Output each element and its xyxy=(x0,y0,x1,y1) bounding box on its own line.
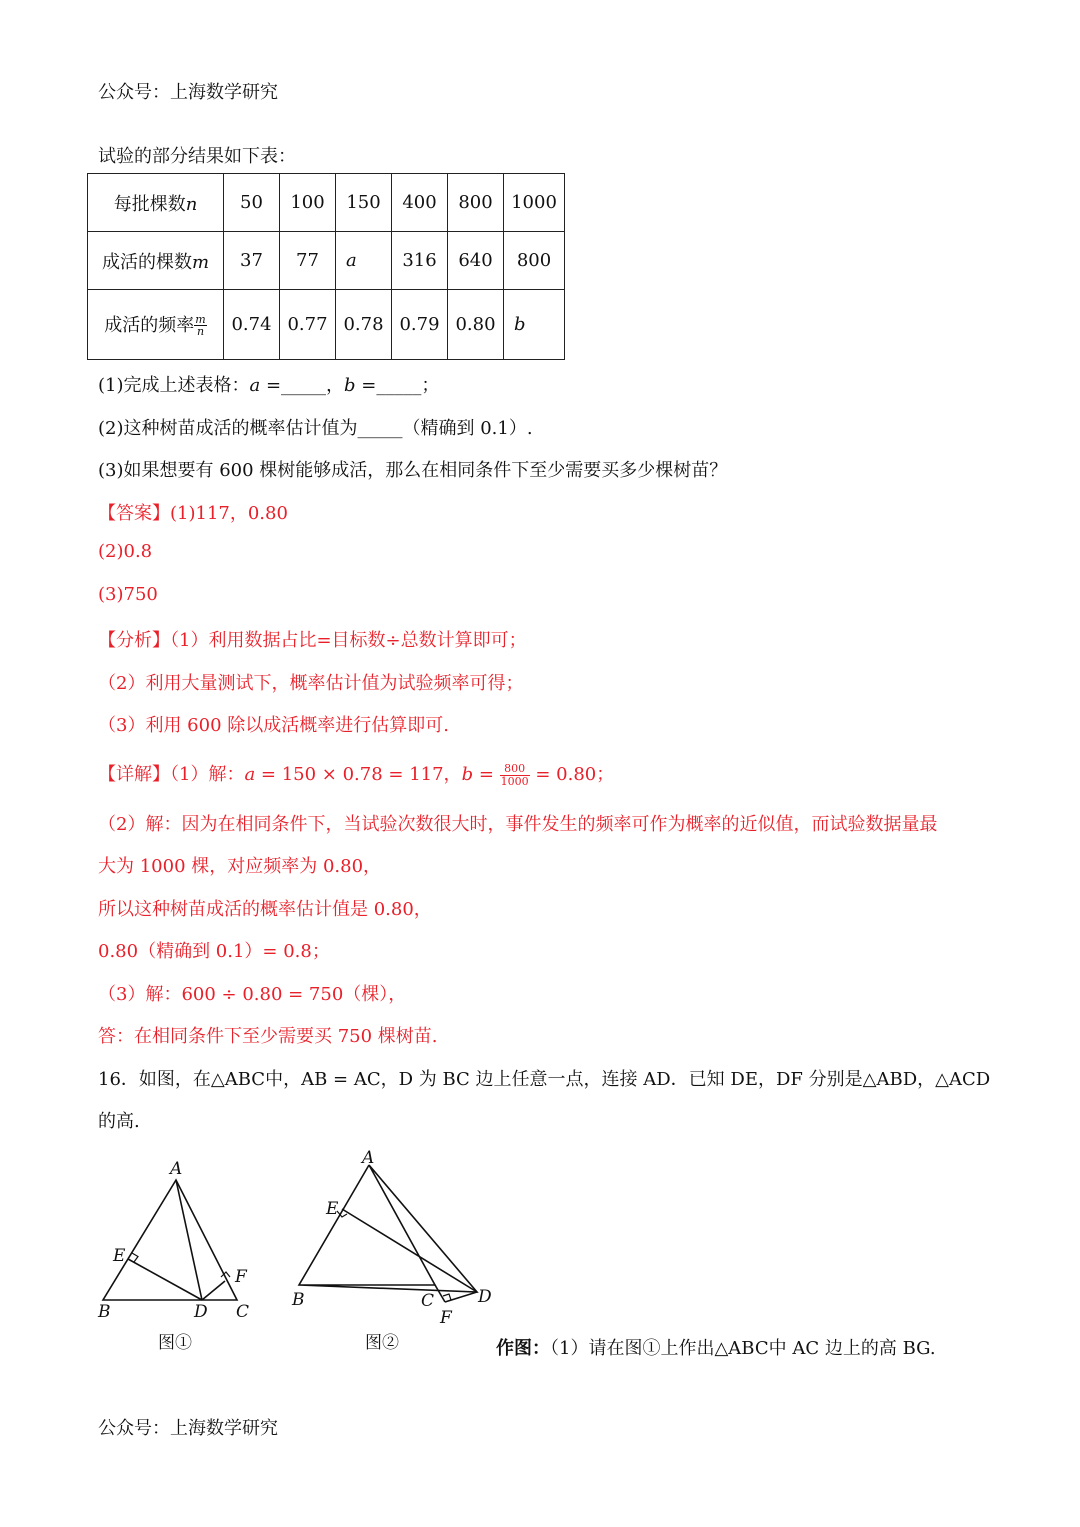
task-tag: 作图： xyxy=(496,1338,550,1359)
figure-2-lines xyxy=(299,1165,477,1302)
label-A: A xyxy=(362,1148,375,1168)
figure-2 xyxy=(285,1145,500,1355)
answer-tag: 【答案】 xyxy=(98,503,170,524)
label-C: C xyxy=(421,1291,435,1311)
label-B: B xyxy=(292,1290,305,1310)
analysis-line-3: （3）利用 600 除以成活概率进行估算即可. xyxy=(98,715,449,736)
figure-1 xyxy=(90,1150,270,1355)
detail-fraction: $\frac{800}{1000}$ xyxy=(500,761,529,788)
row-header: 成活的频率 $\frac{m}{n}$ xyxy=(88,290,224,360)
label-A: A xyxy=(170,1159,183,1179)
detail-line-2: （2）解：因为在相同条件下，当试验次数很大时，事件发生的频率可作为概率的近似值，而试验数据量最 xyxy=(98,814,938,835)
page-header: 公众号：上海数学研究 xyxy=(98,82,278,103)
results-table xyxy=(87,173,565,360)
label-B: B xyxy=(98,1302,111,1322)
row-header: 成活的棵数m xyxy=(88,232,224,290)
figure-1-lines xyxy=(103,1180,237,1300)
question-3: (3)如果想要有 600 棵树能够成活，那么在相同条件下至少需要买多少棵树苗？ xyxy=(98,460,728,481)
question-1: (1)完成上述表格：a =_____，b =_____； xyxy=(98,375,440,396)
figure-1-caption: 图① xyxy=(158,1333,192,1353)
answer-line-1: 【答案】(1)117，0.80 xyxy=(98,503,288,524)
table-cell: b xyxy=(504,290,565,360)
answer-line-3: (3)750 xyxy=(98,584,158,605)
table-cell: 77 xyxy=(280,232,336,290)
table-cell: 0.80 xyxy=(448,290,504,360)
detail-tag: 【详解】 xyxy=(98,764,170,785)
table-row xyxy=(88,290,565,360)
answer-line-2: (2)0.8 xyxy=(98,541,153,562)
detail-line-4: 所以这种树苗成活的概率估计值是 0.80， xyxy=(98,899,432,920)
detail-line-3: 大为 1000 棵，对应频率为 0.80， xyxy=(98,856,382,877)
table-cell: 800 xyxy=(448,174,504,232)
label-F: F xyxy=(235,1267,247,1287)
table-cell: 400 xyxy=(392,174,448,232)
table-cell: 50 xyxy=(224,174,280,232)
construction-task: 作图：（1）请在图①上作出△ABC中 AC 边上的高 BG. xyxy=(496,1338,936,1359)
label-D: D xyxy=(478,1287,492,1307)
table-cell: 316 xyxy=(392,232,448,290)
table-cell: 640 xyxy=(448,232,504,290)
label-D: D xyxy=(194,1302,208,1322)
table-cell: a xyxy=(336,232,392,290)
table-cell: 150 xyxy=(336,174,392,232)
label-E: E xyxy=(113,1246,126,1266)
detail-line-5: 0.80（精确到 0.1）= 0.8； xyxy=(98,941,330,962)
question-2: (2)这种树苗成活的概率估计值为_____（精确到 0.1）. xyxy=(98,418,533,439)
label-C: C xyxy=(236,1302,250,1322)
table-cell: 0.77 xyxy=(280,290,336,360)
table-intro: 试验的部分结果如下表： xyxy=(98,146,296,167)
table-row xyxy=(88,174,565,232)
table-cell: 0.79 xyxy=(392,290,448,360)
analysis-line-2: （2）利用大量测试下，概率估计值为试验频率可得； xyxy=(98,673,524,694)
table-cell: 800 xyxy=(504,232,565,290)
analysis-tag: 【分析】 xyxy=(98,630,170,651)
table-cell: 0.74 xyxy=(224,290,280,360)
row-header: 每批棵数n xyxy=(88,174,224,232)
table-cell: 100 xyxy=(280,174,336,232)
analysis-line-1: 【分析】（1）利用数据占比=目标数÷总数计算即可； xyxy=(98,630,527,651)
table-cell: 0.78 xyxy=(336,290,392,360)
label-F: F xyxy=(440,1308,452,1328)
table-row xyxy=(88,232,565,290)
figure-2-caption: 图② xyxy=(365,1333,399,1353)
frequency-fraction: $\frac{m}{n}$ xyxy=(195,312,206,339)
detail-line-1: 【详解】（1）解：a = 150 × 0.78 = 117，b = $\frac{800}{1000}$ = 0.80； xyxy=(98,761,615,788)
detail-line-6: （3）解：600 ÷ 0.80 = 750（棵）， xyxy=(98,984,407,1005)
table-cell: 37 xyxy=(224,232,280,290)
question-16-line-1: 16．如图，在△ABC中，AB = AC，D 为 BC 边上任意一点，连接 AD．已知 DE，DF 分别是△ABD，△ACD xyxy=(98,1069,991,1090)
page-footer: 公众号：上海数学研究 xyxy=(98,1418,278,1439)
question-16-line-2: 的高. xyxy=(98,1111,140,1132)
table-cell: 1000 xyxy=(504,174,565,232)
label-E: E xyxy=(326,1199,339,1219)
detail-line-7: 答：在相同条件下至少需要买 750 棵树苗. xyxy=(98,1026,438,1047)
